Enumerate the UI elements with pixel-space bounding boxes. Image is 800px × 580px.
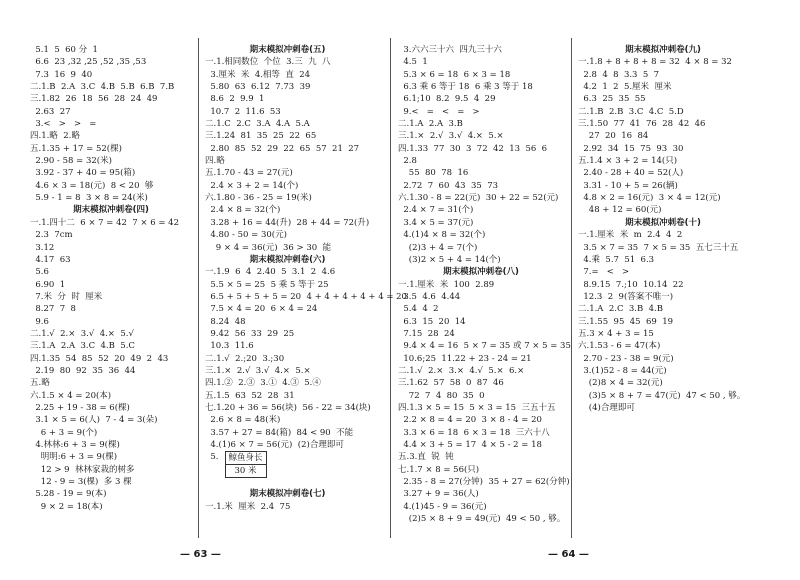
answer-line: 72 7 4 80 35 0: [398, 390, 485, 401]
answer-line: (3)2 × 5 + 4 = 14(个): [398, 254, 501, 265]
section-heading: 期末模拟冲刺卷(七): [249, 489, 326, 500]
answer-line: 三.1.82 26 18 56 28 24 49: [30, 94, 158, 105]
answer-line: 2.90 - 58 = 32(米): [30, 156, 112, 167]
answer-line: 四.1.35 54 85 52 20 49 2 43: [30, 353, 169, 364]
answer-line: 四.略: [205, 156, 225, 167]
answer-line: 一.1.9 6 4 2.40 5 3.1 2 4.6: [205, 267, 336, 278]
answer-line: 3.12: [30, 242, 55, 253]
section-heading: 期末模拟冲刺卷(六): [249, 254, 326, 265]
answer-line: 5.4 4 2: [398, 304, 439, 315]
answer-line: 五.1.4 × 3 + 2 = 14(只): [578, 156, 678, 167]
answer-line: 12.3 2 9(答案不唯一): [578, 291, 674, 302]
answer-column-4: [578, 44, 748, 414]
answer-line: 二.1.C 2.C 3.A 4.A 5.A: [205, 119, 310, 130]
answer-line: (2)5 × 8 + 9 = 49(元) 49 < 50 , 够。: [398, 514, 566, 525]
answer-line: 四.1.3 × 5 = 15 5 × 3 = 15 三五十五: [398, 402, 556, 413]
answer-line: 五.3 × 4 + 3 = 15: [578, 328, 654, 339]
answer-line: 7.15 28 24: [398, 328, 455, 339]
answer-line: 3.厘米 米 4.相等 直 24: [205, 69, 311, 80]
page-number-left: — 63 —: [180, 549, 221, 560]
answer-line: 三.1.24 81 35 25 22 65: [205, 131, 317, 142]
answer-line: 4.17 63: [30, 254, 71, 265]
answer-line: 5.28 - 19 = 9(本): [30, 489, 107, 500]
answer-line: 6.3 25 35 55: [578, 94, 646, 105]
answer-line: 三.1.× 2.√ 3.√ 4.× 5.×: [205, 365, 311, 376]
answer-line: 六.1.5 × 4 = 20(本): [30, 390, 112, 401]
answer-line: 4.5 1: [398, 57, 428, 68]
answer-line: 2.40 - 28 + 40 = 52(人): [578, 168, 684, 179]
answer-line: 3.31 - 10 + 5 = 26(辆): [578, 180, 678, 191]
answer-line: 2.72 7 60 43 35 73: [398, 180, 499, 191]
answer-line: 2.35 - 8 = 27(分钟) 35 + 27 = 62(分钟): [398, 477, 570, 488]
answer-line: 4.2 1 2 5.厘米 厘米: [578, 82, 672, 93]
answer-line: 4.(1)4 × 8 = 32(个): [398, 230, 486, 241]
answer-line: 2.25 + 19 - 38 = 6(棵): [30, 402, 130, 413]
answer-line: 2.92 34 15 75 93 30: [578, 143, 684, 154]
answer-line: 9.< = < = >: [398, 106, 480, 117]
answer-line: 明明:6 + 3 = 9(棵): [30, 452, 118, 463]
answer-line: 8.24 48: [205, 316, 246, 327]
answer-line: 7.= < >: [578, 267, 630, 278]
answer-line: 8.9.15 7.;10 10.14 22: [578, 279, 684, 290]
answer-line: 5.1 5 60 分 1: [30, 45, 98, 55]
answer-line: 四.1.33 77 30 3 72 42 13 56 6: [398, 143, 548, 154]
answer-line: 一.1.米 厘米 2.4 75: [205, 501, 291, 512]
section-heading: 期末模拟冲刺卷(四): [73, 205, 149, 216]
answer-line: 9 × 2 = 18(本): [30, 501, 103, 512]
answer-table-box: [225, 451, 267, 478]
answer-line: 2.3 7cm: [30, 230, 73, 241]
answer-line: 三.1.62 57 58 0 87 46: [398, 378, 504, 389]
answer-line: 3.< > > =: [30, 119, 97, 130]
answer-line: 二.1.B 2.B 3.C 4.C 5.D: [578, 106, 684, 117]
answer-line: 5.6: [30, 267, 49, 278]
answer-line: 五.1.35 + 17 = 52(棵): [30, 143, 122, 154]
answer-line: 3.5 × 7 = 35 7 × 5 = 35 五七三十五: [578, 242, 739, 253]
answer-line: 6 + 3 = 9(个): [30, 427, 98, 438]
answer-column-2: [205, 44, 407, 513]
answer-line: 10.7 2 11.6 53: [205, 106, 281, 117]
answer-line: 5.9 - 1 = 8 3 × 8 = 24(米): [30, 193, 148, 204]
answer-line: 9.6: [30, 316, 49, 327]
answer-line: 一.1.相同数位 个位 3.三 九 八: [205, 57, 331, 68]
answer-line: 二.1.B 2.A 3.C 4.B 5.B 6.B 7.B: [30, 82, 175, 93]
answer-line: 三.1.55 95 45 69 19: [578, 316, 674, 327]
answer-line: 2.70 - 23 - 38 = 9(元): [578, 353, 674, 364]
answer-line: (2)8 × 4 = 32(元): [578, 378, 663, 389]
box-value-cell: 30 米: [234, 466, 257, 477]
answer-line: 4.6 × 3 = 18(元) 8 < 20 够: [30, 180, 154, 191]
section-heading: 期末模拟冲刺卷(九): [625, 45, 701, 55]
answer-line: 8.6 2 9.9 1: [205, 94, 265, 105]
answer-line: 3.(1)52 - 8 = 44(元): [578, 365, 667, 376]
answer-line: 五.1.70 - 43 = 27(元): [205, 168, 293, 179]
section-heading: 期末模拟冲刺卷(五): [249, 45, 326, 55]
answer-line: 五.略: [30, 378, 50, 389]
answer-line: 9.4 × 4 = 16 5 × 7 = 35 或 7 × 5 = 35: [398, 341, 571, 352]
answer-line: 一.1.厘米 米 m 2.4 4 2: [578, 230, 683, 241]
answer-line: 7.米 分 时 厘米: [30, 291, 103, 302]
answer-line: 3.3 × 6 = 18 6 × 3 = 18 三六十八: [398, 427, 550, 438]
answer-line: 3.六六三十六 四九三十六: [398, 45, 502, 55]
answer-line: 2.19 80 92 35 36 44: [30, 365, 136, 376]
center-gutter: [390, 38, 391, 538]
answer-line: 2.63 27: [30, 106, 71, 117]
section-heading: 期末模拟冲刺卷(十): [625, 217, 701, 228]
answer-line: 55 80 78 16: [398, 168, 469, 179]
answer-line: 六.1.53 - 6 = 47(本): [578, 341, 661, 352]
answer-line: 48 + 12 = 60(元): [578, 205, 662, 216]
answer-line: (2)3 + 4 = 7(个): [398, 242, 478, 253]
answer-line: 4.(1)6 × 7 = 56(元) (2)合理即可: [205, 440, 344, 450]
answer-line: 一.1.8 + 8 + 8 + 8 = 32 4 × 8 = 32: [578, 57, 732, 68]
answer-line: 二.1.A 2.A 3.B: [398, 119, 463, 130]
answer-line: 3.4 × 5 = 37(元): [398, 217, 474, 228]
answer-line: 6.3 15 20 14: [398, 316, 466, 327]
answer-line: 三.1.A 2.A 3.C 4.B 5.C: [30, 341, 135, 352]
answer-line: [205, 451, 370, 477]
answer-line: 3.1 × 5 = 6(人) 7 - 4 = 3(朵): [30, 415, 158, 426]
answer-line: 2.2 × 8 = 4 = 20 3 × 8 - 4 = 20: [398, 415, 542, 426]
answer-line: 4.(1)45 - 9 = 36(元): [398, 501, 487, 512]
answer-line: 12 > 9 林林家栽的树多: [30, 464, 135, 475]
answer-line: 二.1.√ 2.× 3.√ 4.× 5.√: [30, 328, 134, 339]
answer-line: 5.80 63 6.12 7.73 39: [205, 82, 311, 93]
answer-line: 27 20 16 84: [578, 131, 649, 142]
answer-line: 4.8 × 2 = 16(元) 3 × 4 = 12(元): [578, 193, 721, 204]
answer-line: 三.1.× 2.√ 3.√ 4.× 5.×: [398, 131, 504, 142]
answer-line: 7.3 16 9 40: [30, 69, 93, 80]
answer-line: (3)5 × 8 + 7 = 47(元) 47 < 50 , 够。: [578, 390, 746, 401]
answer-line: 2.8 4 8 3.3 5 7: [578, 69, 660, 80]
answer-line: 6.3 乘 6 等于 18 6 乘 3 等于 18: [398, 82, 533, 93]
answer-column-1: [30, 44, 192, 513]
answer-line: 五.3.直 锐 钝: [398, 452, 454, 463]
answer-line: 六.1.30 - 8 = 22(元) 30 + 22 = 52(元): [398, 193, 559, 204]
answer-line: 12 - 9 = 3(棵) 多 3 棵: [30, 477, 132, 488]
answer-line: 4.乘 5.7 51 6.3: [578, 254, 655, 265]
answer-line: 3.27 + 9 = 36(人): [398, 489, 479, 500]
answer-line: 3.57 + 27 = 84(箱) 84 < 90 不能: [205, 427, 354, 438]
answer-line: 9.42 56 33 29 25: [205, 328, 295, 339]
answer-line: 6.90 1: [30, 279, 66, 290]
column-divider: [198, 38, 199, 538]
answer-line: 4.林林:6 + 3 = 9(棵): [30, 440, 120, 450]
box-header-cell: 鲸鱼身长: [226, 452, 266, 465]
answer-line: 6.6 23 ,32 ,25 ,52 ,35 ,53: [30, 57, 147, 68]
answer-line: 2.80 85 52 29 22 65 57 21 27: [205, 143, 360, 154]
answer-line: 5.3 × 6 = 18 6 × 3 = 18: [398, 69, 511, 80]
column-divider: [571, 38, 572, 538]
answer-line: 8.27 7 8: [30, 304, 76, 315]
answer-line: 6.5 + 5 + 5 + 5 = 20 4 + 4 + 4 + 4 + 4 = 20: [205, 291, 407, 302]
answer-line: 3.92 - 37 + 40 = 95(箱): [30, 168, 136, 179]
answer-line: 七.1.20 + 36 = 56(块) 56 - 22 = 34(块): [205, 402, 371, 413]
answer-line: 四.1.② 2.③ 3.① 4.③ 5.④: [205, 378, 321, 389]
answer-line: 2.6 × 8 = 48(米): [205, 415, 281, 426]
answer-line: 二.1.√ 2.;20 3.;30: [205, 353, 285, 364]
answer-line: (4)合理即可: [578, 402, 635, 413]
answer-line: 9 × 4 = 36(元) 36 > 30 能: [205, 242, 332, 253]
answer-line: 7.5 × 4 = 20 6 × 4 = 24: [205, 304, 318, 315]
answer-line: 10.3 11.6: [205, 341, 254, 352]
answer-column-3: [398, 44, 571, 525]
answer-line: 七.1.7 × 8 = 56(只): [398, 464, 480, 475]
answer-line: 4.4 × 3 + 5 = 17 4 × 5 - 2 = 18: [398, 440, 542, 450]
answer-line: 二.1.A 2.C 3.B 4.B: [578, 304, 663, 315]
answer-line: 4.80 - 50 = 30(元): [205, 230, 287, 241]
answer-line: 10.6;25 11.22 + 23 - 24 = 21: [398, 353, 532, 364]
answer-line: 5.5 × 5 = 25 5 乘 5 等于 25: [205, 279, 329, 290]
answer-line: 6.1;10 8.2 9.5 4 29: [398, 94, 496, 105]
page-number-right: — 64 —: [548, 549, 589, 560]
answer-line: 五.1.5 63 52 28 31: [205, 390, 295, 401]
answer-line: 2.4 × 7 = 31(个): [398, 205, 474, 216]
answer-line: 二.1.√ 2.× 3.× 4.√ 5.× 6.×: [398, 365, 525, 376]
answer-line: 2.8: [398, 156, 417, 167]
answer-line: 2.4 × 3 + 2 = 14(个): [205, 180, 299, 191]
answer-line: 一.1.四十二 6 × 7 = 42 7 × 6 = 42: [30, 217, 179, 228]
answer-number: 5.: [205, 452, 219, 463]
answer-line: 3.5 4.6 4.44: [398, 291, 461, 302]
answer-line: 三.1.50 77 41 76 28 42 46: [578, 119, 706, 130]
answer-line: 3.28 + 16 = 44(升) 28 + 44 = 72(升): [205, 217, 370, 228]
answer-line: 四.1.略 2.略: [30, 131, 80, 142]
answer-line: 一.1.厘米 米 100 2.89: [398, 279, 495, 290]
section-heading: 期末模拟冲刺卷(八): [443, 267, 519, 278]
answer-line: 六.1.80 - 36 - 25 = 19(米): [205, 193, 312, 204]
answer-line: 2.4 × 8 = 32(个): [205, 205, 281, 216]
